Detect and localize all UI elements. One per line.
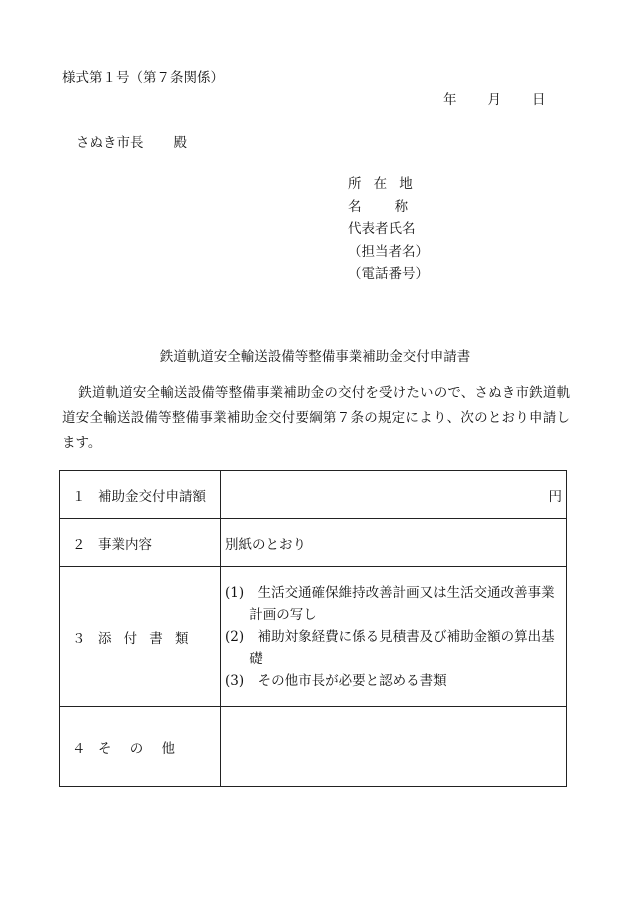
- row-label: その他: [98, 740, 194, 757]
- row-label: 添付書類: [98, 630, 201, 647]
- application-table: [59, 470, 567, 787]
- row-number: ４: [72, 740, 86, 757]
- table-row: [60, 707, 567, 787]
- addressee: [76, 131, 187, 151]
- row-label-cell: [60, 707, 221, 787]
- row-label-cell: [60, 519, 221, 567]
- row-label: 補助金交付申請額: [98, 488, 206, 505]
- addressee-honorific: 殿: [173, 135, 187, 151]
- form-number: 様式第１号（第７条関係）: [62, 70, 224, 86]
- addressee-name: さぬき市長: [76, 135, 144, 151]
- phone-label: （電話番号）: [348, 266, 429, 282]
- row-number: ３: [72, 630, 86, 647]
- amount-field[interactable]: [221, 471, 567, 519]
- date-year-label: 年: [443, 92, 457, 108]
- row-label-cell: [60, 471, 221, 519]
- table-row: [60, 471, 567, 519]
- row-number: ２: [72, 536, 86, 553]
- row-label-cell: [60, 567, 221, 707]
- project-content-field[interactable]: [221, 519, 567, 567]
- address-label: 所在地: [348, 176, 425, 192]
- representative-label: 代表者氏名: [348, 221, 416, 237]
- document-body: 鉄道軌道安全輸送設備等整備事業補助金の交付を受けたいので、さぬき市鉄道軌道安全輸送設備等整備事業補助金交付要綱第７条の規定により、次のとおり申請します。: [62, 385, 570, 451]
- table-row: [60, 567, 567, 707]
- date-day-label: 日: [532, 92, 546, 108]
- list-item: (3) その他市長が必要と認める書類: [225, 672, 447, 689]
- row-number: １: [72, 488, 86, 505]
- list-item: (2) 補助対象経費に係る見積書及び補助金額の算出基礎: [225, 628, 555, 667]
- attachments-cell: [221, 567, 567, 707]
- row-label: 事業内容: [98, 536, 152, 553]
- date-month-label: 月: [487, 92, 501, 108]
- amount-unit: 円: [548, 488, 562, 505]
- name-label: 名称: [348, 198, 442, 215]
- document-title: 鉄道軌道安全輸送設備等整備事業補助金交付申請書: [159, 349, 471, 365]
- project-content-value: 別紙のとおり: [225, 536, 306, 553]
- applicant-block: [348, 173, 441, 286]
- contact-person-label: （担当者名）: [348, 243, 429, 260]
- other-field[interactable]: [221, 707, 567, 787]
- list-item: (1) 生活交通確保維持改善計画又は生活交通改善事業計画の写し: [225, 584, 555, 623]
- date-line: [443, 88, 546, 108]
- table-row: [60, 519, 567, 567]
